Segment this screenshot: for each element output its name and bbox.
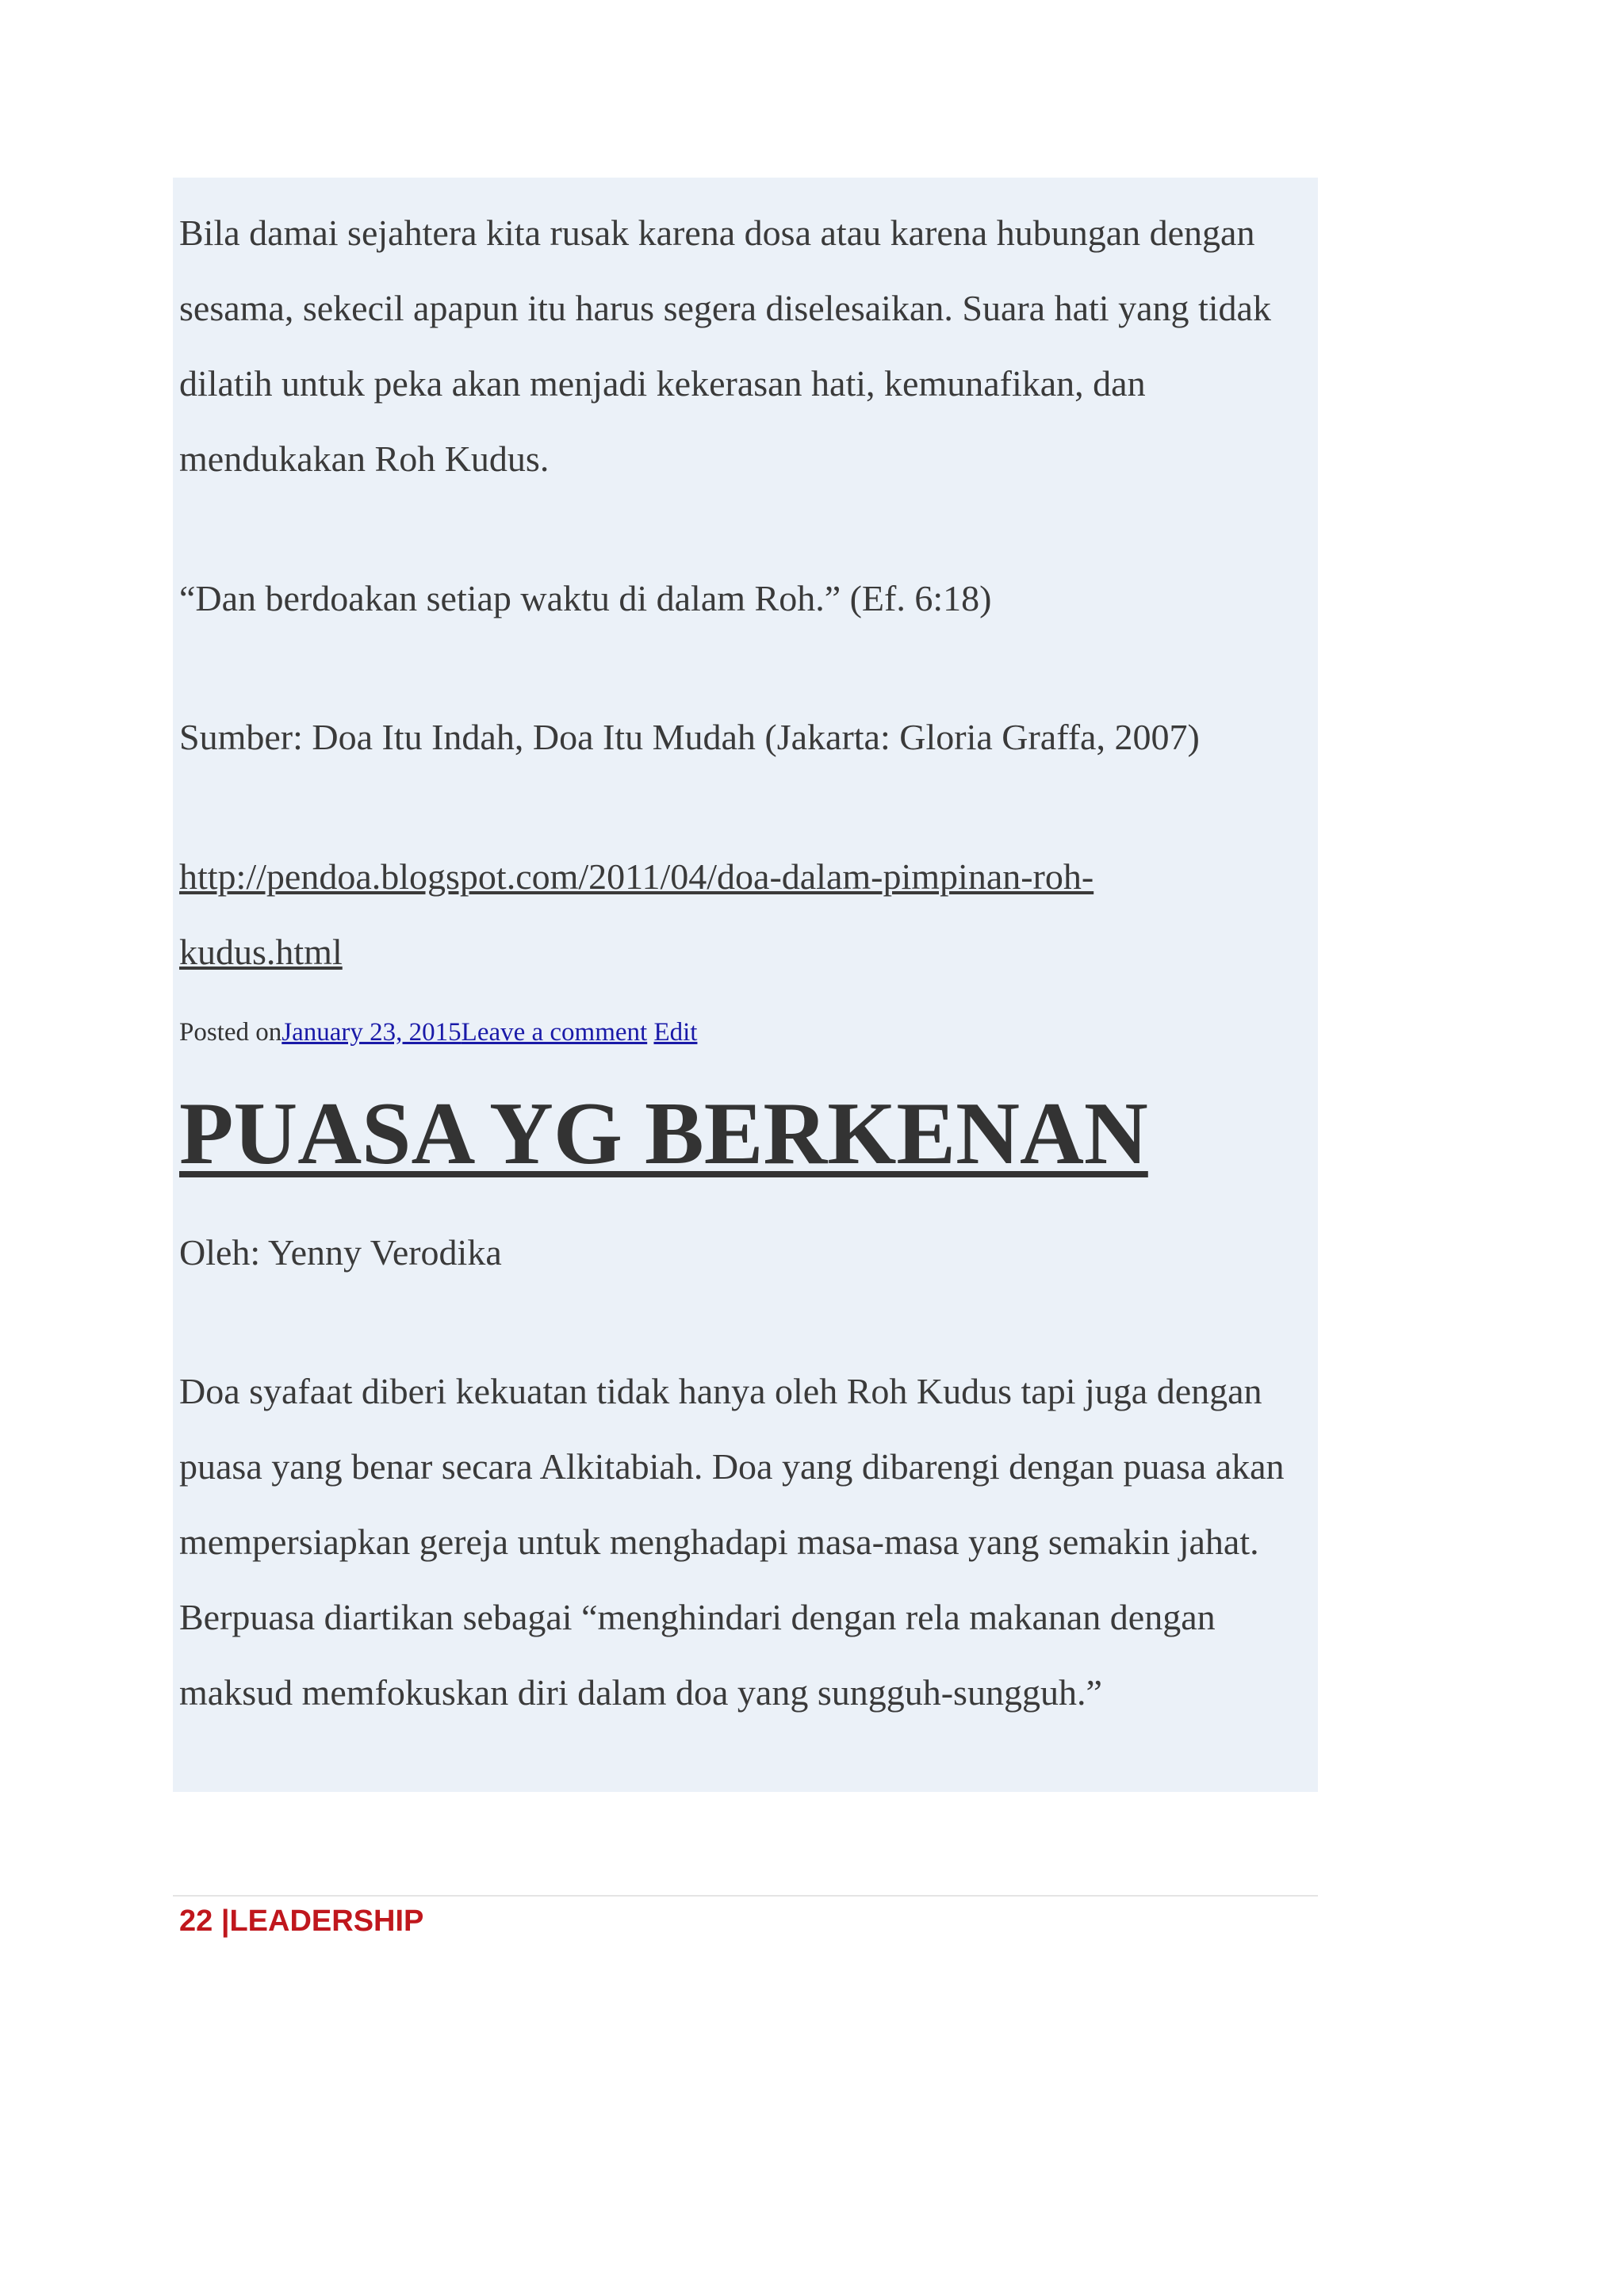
- post-paragraph: Doa syafaat diberi kekuatan tidak hanya oleh Roh Kudus tapi juga dengan puasa yang benar secara Alkitabiah. Doa yang dibarengi dengan puasa akan mempersiapkan gereja untuk menghadapi masa-masa yang semakin jahat. Berpuasa diartikan sebagai “menghindari dengan rela makanan dengan maksud memfokuskan diri dalam doa yang sungguh-sungguh.”: [179, 1371, 1285, 1713]
- footer-page-label: 22 |LEADERSHIP: [179, 1904, 424, 1938]
- verse-quote: “Dan berdoakan setiap waktu di dalam Roh.” (Ef. 6:18): [179, 578, 992, 618]
- source-link-container: [179, 839, 1202, 990]
- posted-on-label: Posted on: [179, 1018, 282, 1047]
- footer-divider: [173, 1895, 1318, 1897]
- source-citation: Sumber: Doa Itu Indah, Doa Itu Mudah (Jakarta: Gloria Graffa, 2007): [179, 717, 1200, 757]
- post-date-link[interactable]: January 23, 2015: [282, 1018, 462, 1047]
- leave-comment-link[interactable]: Leave a comment: [461, 1018, 648, 1047]
- edit-link[interactable]: Edit: [653, 1018, 698, 1047]
- intro-paragraph: Bila damai sejahtera kita rusak karena dosa atau karena hubungan dengan sesama, sekecil apapun itu harus segera diselesaikan. Suara hati yang tidak dilatih untuk peka akan menjadi kekerasan hati, kemunafikan, dan mendukakan Roh Kudus.: [179, 212, 1271, 479]
- post-title[interactable]: PUASA YG BERKENAN: [179, 1085, 1148, 1183]
- post-meta: [179, 1016, 697, 1048]
- source-link[interactable]: http://pendoa.blogspot.com/2011/04/doa-dalam-pimpinan-roh-kudus.html: [179, 856, 1094, 972]
- post-author: Oleh: Yenny Verodika: [179, 1232, 502, 1273]
